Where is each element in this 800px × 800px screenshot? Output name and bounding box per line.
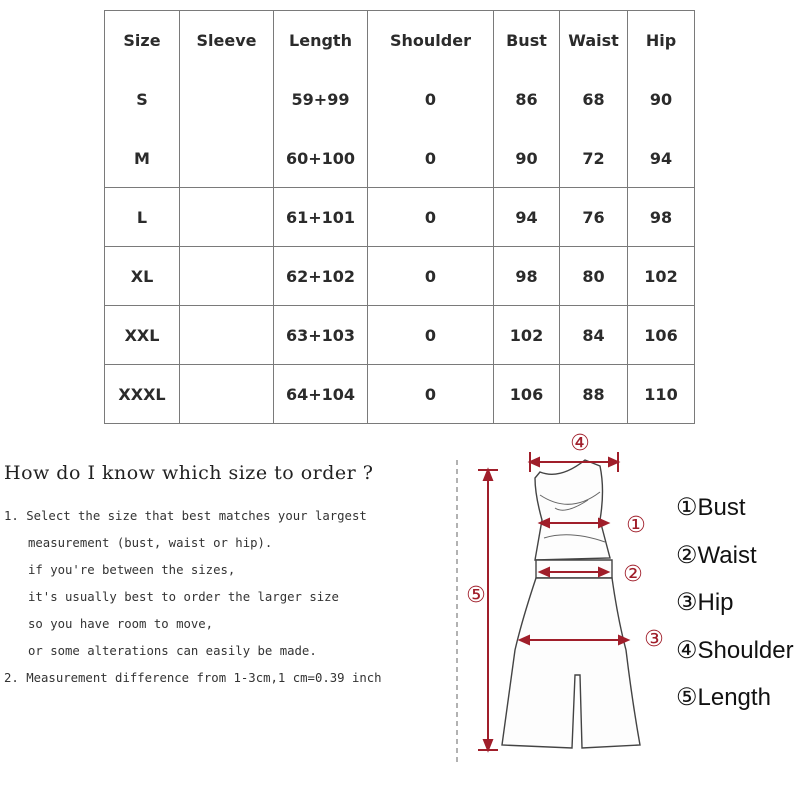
marker-length: ⑤ xyxy=(466,583,486,608)
table-header-row xyxy=(105,11,695,70)
cell-size: XXXL xyxy=(105,365,180,424)
legend-item: ①Bust xyxy=(676,494,746,521)
cell-size: XXL xyxy=(105,306,180,365)
jumpsuit-illustration xyxy=(502,460,640,748)
measurement-diagram xyxy=(440,420,680,800)
cell-waist: 76 xyxy=(560,188,628,247)
cell-hip: 106 xyxy=(628,306,695,365)
cell-waist: 80 xyxy=(560,247,628,306)
marker-hip: ③ xyxy=(644,627,664,652)
marker-shoulder: ④ xyxy=(570,431,590,456)
legend-item: ②Waist xyxy=(676,541,757,569)
size-chart-table xyxy=(104,10,695,424)
legend-item: ③Hip xyxy=(676,589,734,616)
guide-line: it's usually best to order the larger size xyxy=(28,590,339,604)
header-shoulder: Shoulder xyxy=(368,11,494,70)
cell-shoulder: 0 xyxy=(368,306,494,365)
cell-waist: 84 xyxy=(560,306,628,365)
legend-item: ④Shoulder xyxy=(676,636,794,664)
cell-bust: 102 xyxy=(494,306,560,365)
guide-title: How do I know which size to order ? xyxy=(4,462,374,484)
cell-size: M xyxy=(105,129,180,188)
cell-sleeve xyxy=(180,306,274,365)
cell-hip: 98 xyxy=(628,188,695,247)
cell-bust: 106 xyxy=(494,365,560,424)
table-row xyxy=(105,129,695,188)
cell-length: 64+104 xyxy=(274,365,368,424)
table-row xyxy=(105,70,695,129)
cell-length: 59+99 xyxy=(274,70,368,129)
cell-hip: 110 xyxy=(628,365,695,424)
cell-size: L xyxy=(105,188,180,247)
cell-sleeve xyxy=(180,129,274,188)
table-row xyxy=(105,306,695,365)
cell-size: S xyxy=(105,70,180,129)
cell-shoulder: 0 xyxy=(368,365,494,424)
table-row xyxy=(105,247,695,306)
table-row xyxy=(105,365,695,424)
cell-sleeve xyxy=(180,70,274,129)
cell-size: XL xyxy=(105,247,180,306)
cell-sleeve xyxy=(180,188,274,247)
guide-line: 1. Select the size that best matches your largest xyxy=(4,509,367,523)
marker-bust: ① xyxy=(626,513,646,538)
cell-waist: 68 xyxy=(560,70,628,129)
guide-line: measurement (bust, waist or hip). xyxy=(28,536,273,550)
cell-shoulder: 0 xyxy=(368,70,494,129)
header-waist: Waist xyxy=(560,11,628,70)
header-sleeve: Sleeve xyxy=(180,11,274,70)
header-hip: Hip xyxy=(628,11,695,70)
cell-length: 62+102 xyxy=(274,247,368,306)
guide-instructions xyxy=(4,503,444,692)
cell-length: 60+100 xyxy=(274,129,368,188)
cell-length: 63+103 xyxy=(274,306,368,365)
cell-bust: 86 xyxy=(494,70,560,129)
legend-item: ⑤Length xyxy=(676,684,771,711)
cell-waist: 88 xyxy=(560,365,628,424)
cell-bust: 94 xyxy=(494,188,560,247)
cell-shoulder: 0 xyxy=(368,188,494,247)
cell-sleeve xyxy=(180,247,274,306)
table-row xyxy=(105,188,695,247)
cell-bust: 90 xyxy=(494,129,560,188)
guide-line: or some alterations can easily be made. xyxy=(28,644,317,658)
cell-shoulder: 0 xyxy=(368,129,494,188)
cell-bust: 98 xyxy=(494,247,560,306)
header-length: Length xyxy=(274,11,368,70)
header-size: Size xyxy=(105,11,180,70)
header-bust: Bust xyxy=(494,11,560,70)
guide-line: 2. Measurement difference from 1-3cm,1 cm=0.39 inch xyxy=(4,671,382,685)
cell-length: 61+101 xyxy=(274,188,368,247)
cell-waist: 72 xyxy=(560,129,628,188)
marker-waist: ② xyxy=(623,562,643,587)
cell-shoulder: 0 xyxy=(368,247,494,306)
guide-line: so you have room to move, xyxy=(28,617,214,631)
cell-hip: 94 xyxy=(628,129,695,188)
measurement-legend xyxy=(676,488,794,726)
cell-sleeve xyxy=(180,365,274,424)
cell-hip: 90 xyxy=(628,70,695,129)
guide-line: if you're between the sizes, xyxy=(28,563,236,577)
cell-hip: 102 xyxy=(628,247,695,306)
